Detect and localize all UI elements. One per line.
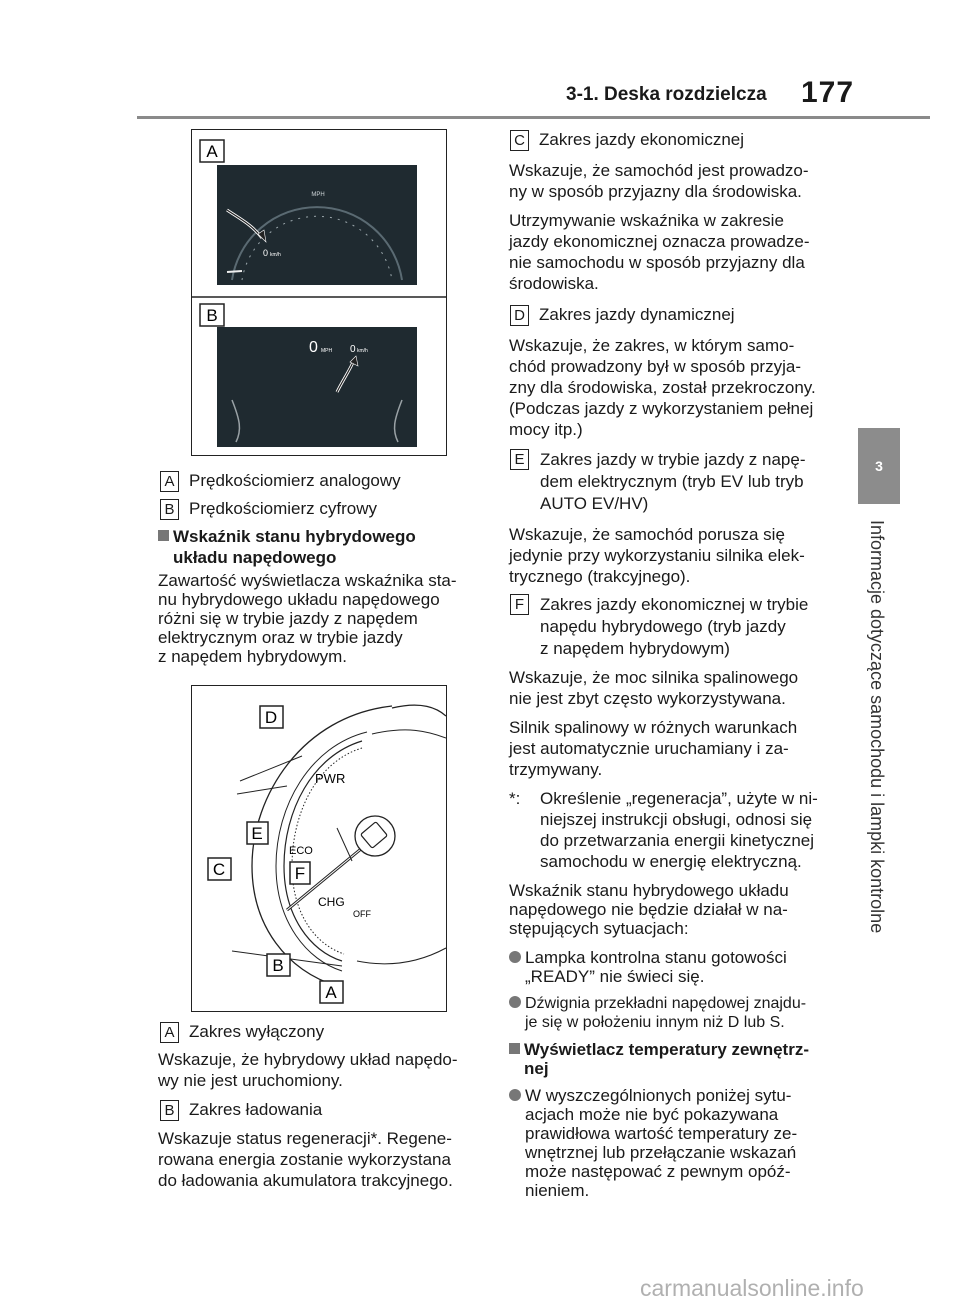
range-f-title: F Zakres jazdy ekonomicznej w trybie napędu hybrydowego (tryb jazdy z napędem hybrydowym) (510, 594, 808, 660)
legend-a-label: A (160, 471, 179, 492)
digital-unit-kmh: km/h (357, 348, 368, 354)
digital-unit-mph: MPH (321, 348, 333, 354)
analog-speed: 0 (263, 248, 269, 258)
legend-b-text: Prędkościomierz cyfrowy (189, 499, 377, 518)
range-f-desc1: Wskazuje, że moc silnika spalinowego nie jest zbyt często wykorzystywana. (509, 668, 799, 708)
range-d-title: D Zakres jazdy dynamicznej (510, 304, 735, 326)
chg-label: CHG (318, 895, 345, 909)
circle-bullet-icon (509, 996, 521, 1008)
section-title: 3-1. Deska rozdzielcza (566, 84, 767, 105)
footnote: *: Określenie „regeneracja”, użyte w ni- niejszej instrukcji obsługi, odnosi się do przetwarzania energii kinetycznej samochodu w energię elektryczną. (509, 789, 818, 871)
pwr-label: PWR (315, 771, 346, 786)
legend-b-label: B (160, 499, 179, 520)
analog-unit-mph: MPH (311, 192, 325, 198)
page-number: 177 (801, 76, 855, 109)
temp-heading: Wyświetlacz temperatury zewnętrz- nej (509, 1040, 809, 1078)
chapter-tab[interactable] (858, 428, 900, 504)
range-a-title: A Zakres wyłączony (160, 1021, 324, 1043)
hybrid-indicator-figure (191, 685, 447, 1012)
circle-bullet-icon (509, 1089, 521, 1101)
range-c-desc2: Utrzymywanie wskaźnika w zakresie jazdy ekonomicznej oznacza prowadze- nie samochodu w sposób przyjazny dla środowiska. (509, 211, 810, 293)
range-c-title: C Zakres jazdy ekonomicznej (510, 129, 744, 151)
bullet-ready: Lampka kontrolna stanu gotowości „READY” nie świeci się. (509, 948, 787, 986)
range-e-desc: Wskazuje, że samochód porusza się jedynie przy wykorzystaniu silnika elek- trycznego (trakcyjnego). (509, 525, 805, 586)
fig2-label-e: E (251, 824, 263, 843)
legend-row-b (160, 498, 377, 520)
eco-label: ECO (289, 845, 313, 857)
range-b-desc: Wskazuje status regeneracji*. Regene- rowana energia zostanie wykorzystana do ładowania akumulatora trakcyjnego. (158, 1129, 453, 1190)
circle-bullet-icon (509, 951, 521, 963)
range-e-title: E Zakres jazdy w trybie jazdy z napę- dem elektrycznym (tryb EV lub tryb AUTO EV/HV) (510, 449, 806, 515)
header-rule (137, 116, 930, 119)
fig2-label-a: A (325, 983, 337, 1002)
range-b-title: B Zakres ładowania (160, 1099, 322, 1121)
fig2-label-c: C (212, 860, 226, 879)
bullet-shift: Dźwignia przekładni napędowej znajdu- je się w położeniu innym niż D lub S. (509, 994, 806, 1032)
digital-speed-kmh: 0 (350, 344, 356, 355)
legend-row-a (160, 470, 401, 492)
chapter-title: Informacje dotyczące samochodu i lampki kontrolne (867, 520, 887, 934)
chapter-number: 3 (875, 458, 883, 474)
square-bullet-icon (509, 1043, 520, 1054)
fig2-label-f: F (294, 864, 306, 883)
speedometer-figure (191, 129, 447, 456)
analog-unit-kmh: km/h (270, 252, 281, 258)
hybrid-heading: Wskaźnik stanu hybrydowego układu napędowego (158, 526, 416, 568)
label-a: A (206, 142, 218, 161)
bullet-temp: W wyszczególnionych poniżej sytu- acjach może nie być pokazywana prawidłowa wartość temperatury ze- wnętrznej lub przełączanie wskazań może następować z pewnym opóź- nieniem. (509, 1086, 797, 1200)
hybrid-intro: Zawartość wyświetlacza wskaźnika sta- nu hybrydowego układu napędowego różni się w trybie jazdy z napędem elektrycznym oraz w trybie jazdy z napędem hybrydowym. (158, 571, 457, 666)
fig2-label-d: D (264, 708, 278, 727)
range-a-desc: Wskazuje, że hybrydowy układ napędo- wy nie jest uruchomiony. (158, 1050, 458, 1090)
watermark: carmanualsonline.info (640, 1275, 864, 1301)
range-d-desc: Wskazuje, że zakres, w którym samo- chód prowadzony był w sposób przyja- zny dla środowiska, został przekroczony. (Podczas jazdy z wykorzystaniem pełnej mocy itp.) (509, 336, 816, 439)
legend-a-text: Prędkościomierz analogowy (189, 471, 401, 490)
range-c-desc1: Wskazuje, że samochód jest prowadzo- ny w sposób przyjazny dla środowiska. (509, 161, 809, 201)
range-f-desc2: Silnik spalinowy w różnych warunkach jest automatycznie uruchamiany i za- trzymywany. (509, 718, 798, 779)
label-b: B (206, 306, 218, 325)
digital-speed-mph: 0 (309, 339, 318, 356)
not-work-intro: Wskaźnik stanu hybrydowego układu napędowego nie będzie działał w na- stępujących sytuacjach: (509, 881, 789, 938)
fig2-label-b: B (272, 956, 284, 975)
off-label: OFF (353, 909, 371, 919)
square-bullet-icon (158, 530, 169, 541)
